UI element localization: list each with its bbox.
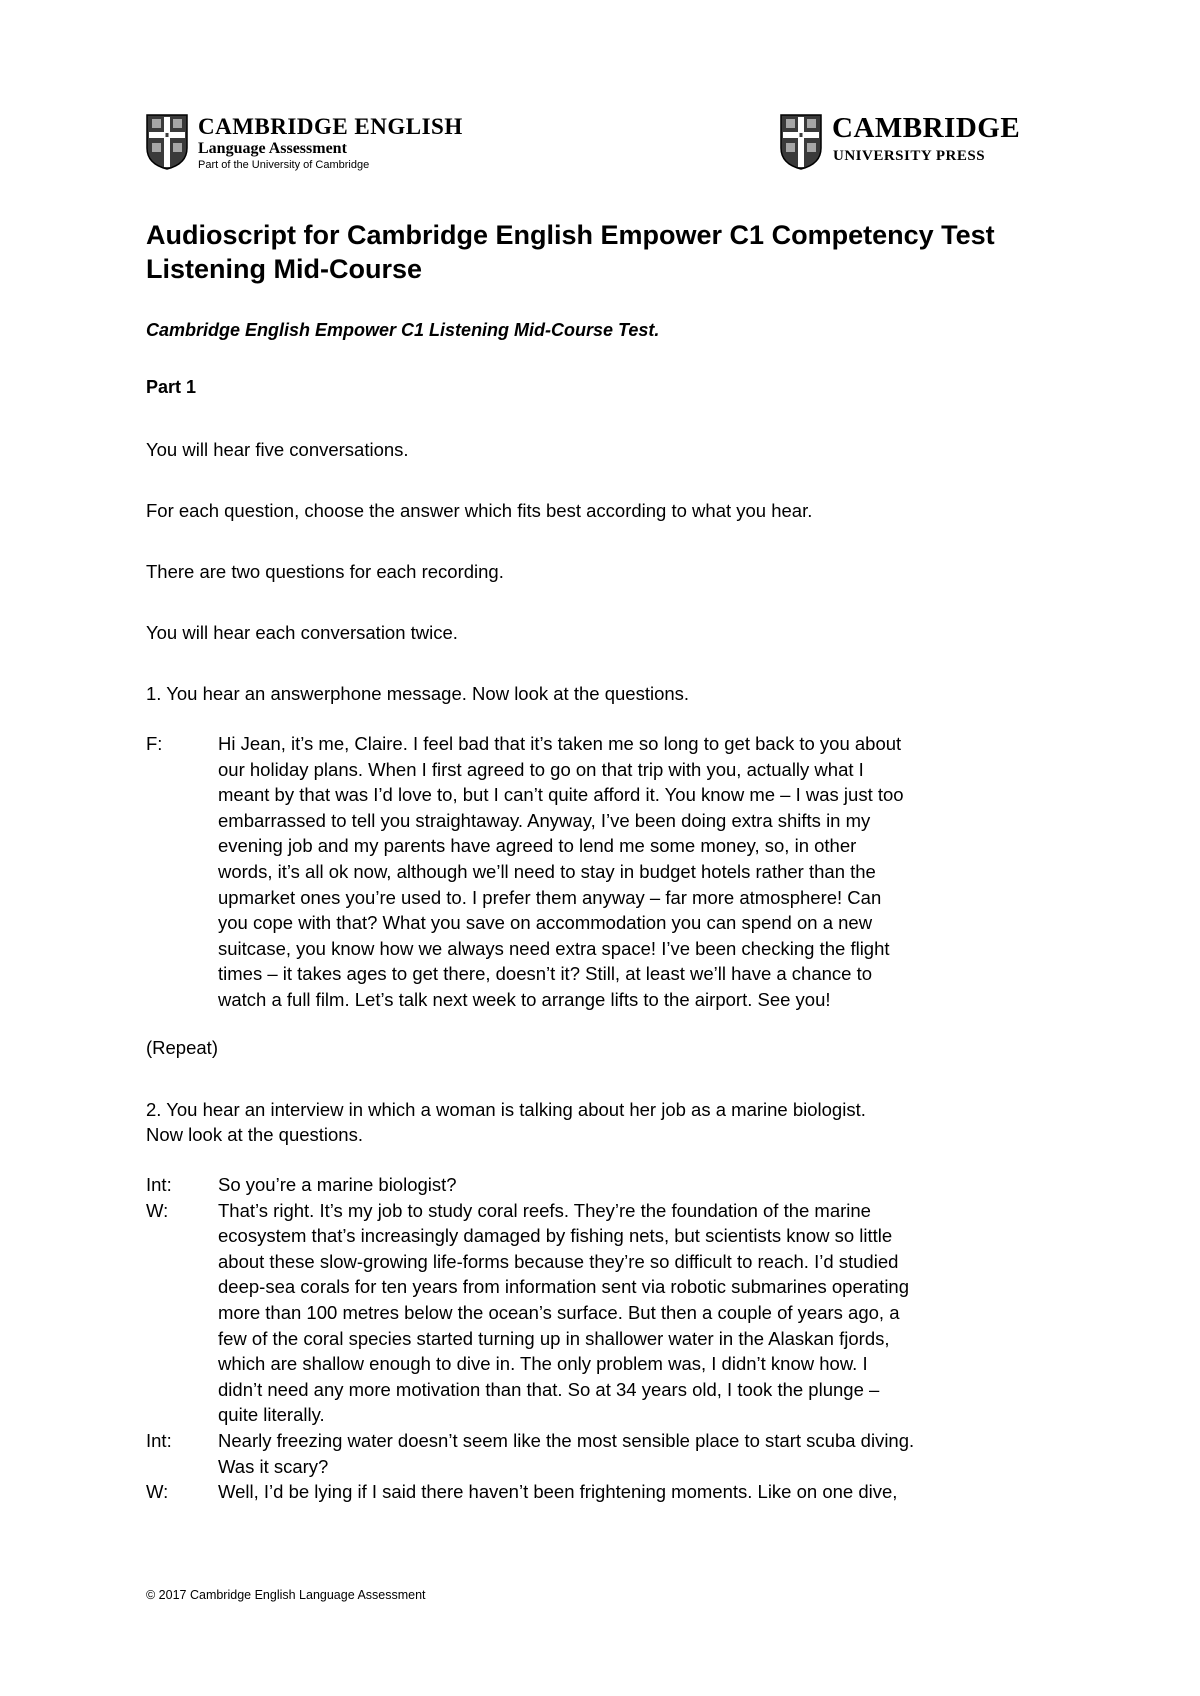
speech-line: meant by that was I’d love to, but I can’t quite afford it. You know me – I was just too <box>218 784 904 806</box>
speech-line: That’s right. It’s my job to study coral reefs. They’re the foundation of the marine <box>218 1199 871 1221</box>
speech-line: which are shallow enough to dive in. The only problem was, I didn’t know how. I <box>218 1353 868 1375</box>
speaker-label: W: <box>146 1199 169 1221</box>
speech-text <box>218 1198 1066 1428</box>
speech-text <box>218 1428 1066 1479</box>
section1-heading: 1. You hear an answerphone message. Now look at the questions. <box>146 683 690 704</box>
speech-line: embarrassed to tell you straightaway. Anyway, I’ve been doing extra shifts in my <box>218 809 871 831</box>
logo-left-line3: Part of the University of Cambridge <box>198 159 370 171</box>
logo-right-line1: CAMBRIDGE <box>832 112 1021 144</box>
speech-text <box>218 731 1066 1013</box>
document-title <box>146 218 1076 286</box>
speech-text <box>218 1479 1066 1505</box>
speech-line: quite literally. <box>218 1404 325 1426</box>
speaker-label: Int: <box>146 1174 172 1195</box>
speech-text <box>218 1172 1066 1198</box>
cambridge-english-logo <box>146 114 476 172</box>
instruction-1: You will hear five conversations. <box>146 439 409 460</box>
instruction-2: For each question, choose the answer which fits best according to what you hear. <box>146 500 813 521</box>
transcript-turn <box>146 1428 1066 1479</box>
cambridge-crest-icon <box>780 114 822 170</box>
section1-transcript <box>146 731 1066 1013</box>
speech-line: about these slow-growing life-forms because they’re so difficult to reach. I’d studied <box>218 1250 899 1272</box>
speech-line: words, it’s all ok now, although we’ll need to stay in budget hotels rather than the <box>218 860 876 882</box>
section2-transcript <box>146 1172 1066 1505</box>
speech-line: suitcase, you know how we always need extra space! I’ve been checking the flight <box>218 937 890 959</box>
speaker-label: F: <box>146 733 163 754</box>
speech-line: you cope with that? What you save on accommodation you can spend on a new <box>218 912 873 934</box>
speech-line: So you’re a marine biologist? <box>218 1174 457 1195</box>
section2-heading-line1: 2. You hear an interview in which a woman is talking about her job as a marine biologist. <box>146 1099 866 1120</box>
instruction-3: There are two questions for each recording. <box>146 561 504 582</box>
transcript-turn <box>146 1479 1066 1505</box>
copyright-footer: © 2017 Cambridge English Language Assessment <box>146 1588 426 1602</box>
speaker-label: W: <box>146 1481 169 1503</box>
speech-line: our holiday plans. When I first agreed to go on that trip with you, actually what I <box>218 758 864 780</box>
repeat-note: (Repeat) <box>146 1037 218 1058</box>
instruction-4: You will hear each conversation twice. <box>146 622 458 643</box>
speech-line: evening job and my parents have agreed to lend me some money, so, in other <box>218 835 857 857</box>
speech-line: ecosystem that’s increasingly damaged by fishing nets, but scientists know so little <box>218 1225 893 1247</box>
speech-line: times – it takes ages to get there, doesn’t it? Still, at least we’ll have a chance to <box>218 963 873 985</box>
title-line2: Listening Mid-Course <box>146 254 422 284</box>
cambridge-crest-icon <box>146 114 188 170</box>
logo-left-line1: CAMBRIDGE ENGLISH <box>198 114 463 139</box>
speech-line: more than 100 metres below the ocean’s surface. But then a couple of years ago, a <box>218 1301 900 1323</box>
cambridge-university-press-logo <box>780 114 1060 170</box>
part-heading: Part 1 <box>146 377 197 397</box>
speaker-label: Int: <box>146 1429 172 1451</box>
title-line1: Audioscript for Cambridge English Empower C1 Competency Test <box>146 220 995 250</box>
speech-line: Nearly freezing water doesn’t seem like the most sensible place to start scuba diving. <box>218 1429 915 1451</box>
section2-heading-line2: Now look at the questions. <box>146 1124 363 1145</box>
speech-line: upmarket ones you’re used to. I prefer them anyway – far more atmosphere! Can <box>218 886 882 908</box>
speech-line: didn’t need any more motivation than that. So at 34 years old, I took the plunge – <box>218 1378 880 1400</box>
speech-line: few of the coral species started turning up in shallower water in the Alaskan fjords, <box>218 1327 890 1349</box>
logo-left-line2: Language Assessment <box>198 140 347 157</box>
speech-line: deep-sea corals for ten years from information sent via robotic submarines operating <box>218 1276 910 1298</box>
speech-line: Was it scary? <box>218 1455 329 1477</box>
transcript-turn <box>146 1172 1066 1198</box>
logo-right-line2: UNIVERSITY PRESS <box>833 148 986 164</box>
speech-line: Well, I’d be lying if I said there haven’t been frightening moments. Like on one dive, <box>218 1481 898 1503</box>
transcript-turn <box>146 1198 1066 1428</box>
speech-line: Hi Jean, it’s me, Claire. I feel bad that it’s taken me so long to get back to you about <box>218 733 902 754</box>
document-subtitle: Cambridge English Empower C1 Listening Mid-Course Test. <box>146 320 660 340</box>
speech-line: watch a full film. Let’s talk next week to arrange lifts to the airport. See you! <box>218 988 831 1010</box>
